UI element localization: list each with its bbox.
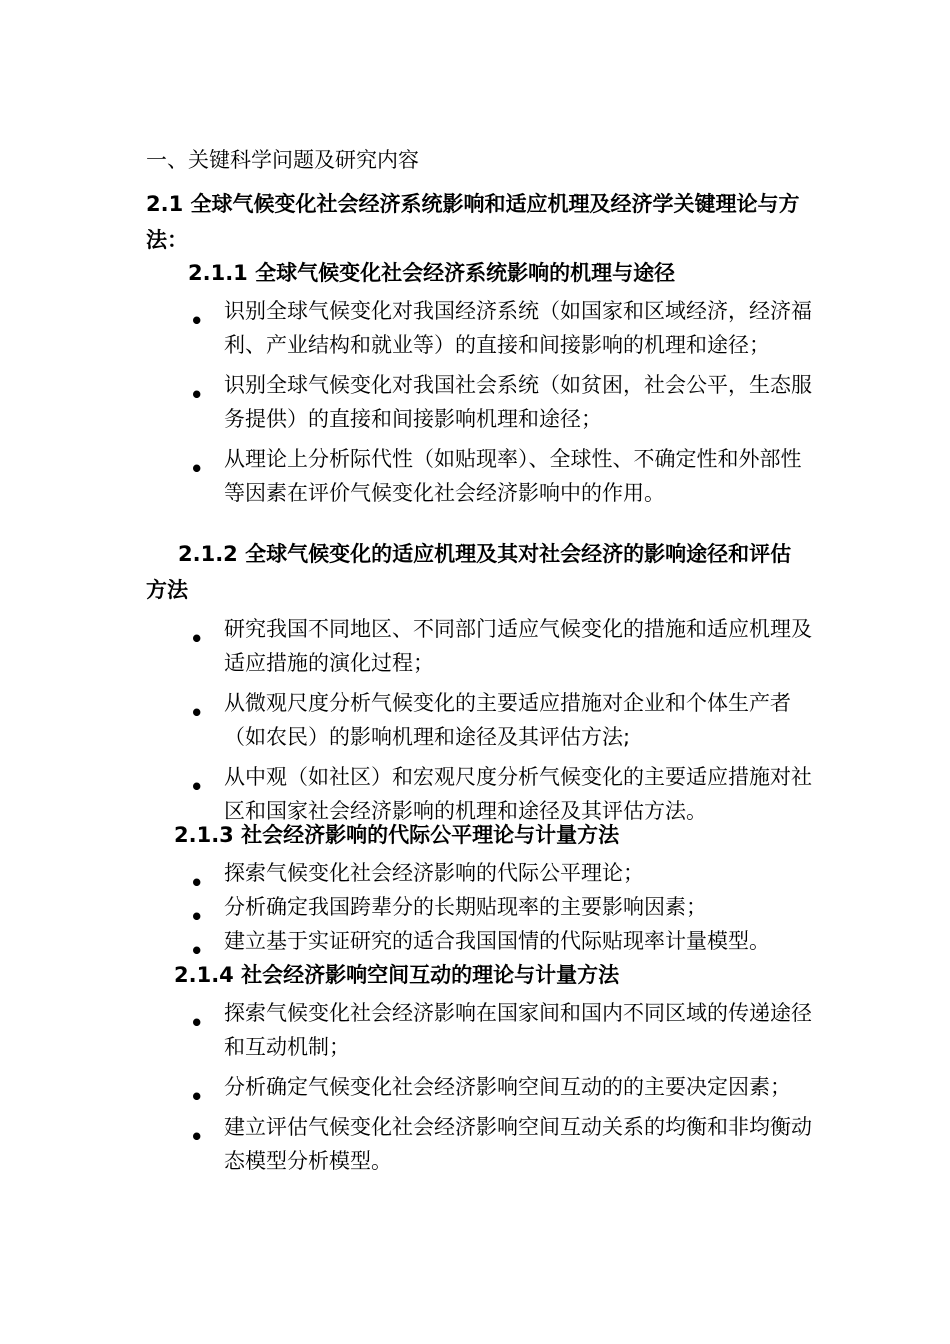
bullet-icon: • [190, 701, 204, 725]
list-item [186, 686, 816, 754]
list-item-text: 从中观（如社区）和宏观尺度分析气候变化的主要适应措施对社区和国家社会经济影响的机理和途径及其评估方法。 [224, 765, 812, 823]
list-item-text: 研究我国不同地区、不同部门适应气候变化的措施和适应机理及适应措施的演化过程； [224, 617, 812, 675]
bullet-list-2-1-2 [186, 612, 816, 828]
bullet-list-2-1-3 [186, 856, 816, 963]
bullet-list-2-1-1 [186, 294, 816, 510]
bullet-icon: • [190, 1011, 204, 1035]
bullet-icon: • [190, 1085, 204, 1109]
list-item [186, 996, 816, 1064]
list-item [186, 1070, 816, 1109]
list-item-text: 从理论上分析际代性（如贴现率）、全球性、不确定性和外部性等因素在评价气候变化社会经济影响中的作用。 [224, 447, 802, 505]
bullet-icon: • [190, 383, 204, 407]
bullet-icon: • [190, 871, 204, 895]
section-heading: 2.1 全球气候变化社会经济系统影响和适应机理及经济学关键理论与方法： [146, 192, 800, 252]
list-item-text: 从微观尺度分析气候变化的主要适应措施对企业和个体生产者（如农民）的影响机理和途径及其评估方法; [224, 691, 791, 749]
list-item [186, 1110, 816, 1178]
list-item-text: 建立基于实证研究的适合我国国情的代际贴现率计量模型。 [224, 929, 770, 953]
chapter-heading: 一、关键科学问题及研究内容 [146, 148, 419, 172]
bullet-icon: • [190, 775, 204, 799]
list-item [186, 294, 816, 362]
bullet-list-2-1-4 [186, 996, 816, 1178]
list-item [186, 856, 816, 895]
list-item [186, 368, 816, 436]
subsection-heading-2-1-1: 2.1.1 全球气候变化社会经济系统影响的机理与途径 [188, 261, 676, 285]
list-item-text: 探索气候变化社会经济影响在国家间和国内不同区域的传递途径和互动机制； [224, 1001, 812, 1059]
bullet-icon: • [190, 1125, 204, 1149]
list-item [186, 442, 816, 510]
subsection-heading-2-1-4: 2.1.4 社会经济影响空间互动的理论与计量方法 [174, 963, 620, 987]
bullet-icon: • [190, 627, 204, 651]
bullet-icon: • [190, 457, 204, 481]
bullet-icon: • [190, 939, 204, 963]
list-item-text: 识别全球气候变化对我国社会系统（如贫困，社会公平，生态服务提供）的直接和间接影响机理和途径； [224, 373, 812, 431]
list-item [186, 924, 816, 963]
bullet-icon: • [190, 905, 204, 929]
list-item-text: 分析确定气候变化社会经济影响空间互动的的主要决定因素； [224, 1075, 791, 1099]
list-item-text: 分析确定我国跨辈分的长期贴现率的主要影响因素； [224, 895, 707, 919]
list-item-text: 建立评估气候变化社会经济影响空间互动关系的均衡和非均衡动态模型分析模型。 [224, 1115, 812, 1173]
bullet-icon: • [190, 309, 204, 333]
subsection-heading-2-1-2: 2.1.2 全球气候变化的适应机理及其对社会经济的影响途径和评估方法 [146, 542, 792, 602]
list-item [186, 612, 816, 680]
list-item-text: 识别全球气候变化对我国经济系统（如国家和区域经济，经济福利、产业结构和就业等）的直接和间接影响的机理和途径； [224, 299, 812, 357]
list-item [186, 890, 816, 929]
subsection-heading-2-1-3: 2.1.3 社会经济影响的代际公平理论与计量方法 [174, 823, 620, 847]
list-item-text: 探索气候变化社会经济影响的代际公平理论； [224, 861, 644, 885]
